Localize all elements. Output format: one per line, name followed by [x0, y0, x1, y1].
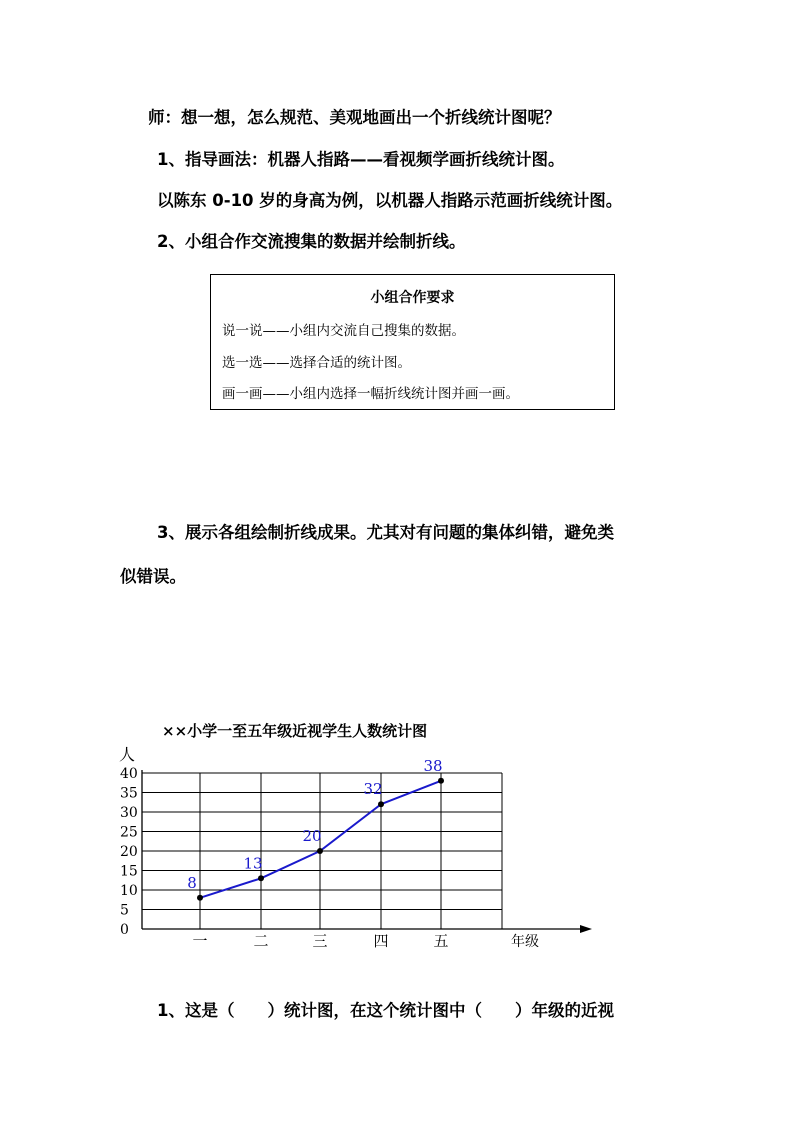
y-tick-label: 10 — [120, 883, 138, 899]
y-tick-label: 35 — [120, 785, 138, 802]
paragraph-step3: 3、展示各组绘制折线成果。尤其对有问题的集体纠错，避免类 — [157, 523, 614, 542]
requirement-choose: 选一选——选择合适的统计图。 — [222, 355, 411, 371]
chart-series — [187, 757, 444, 901]
x-tick-label: 五 — [433, 932, 449, 950]
x-tick-label: 四 — [373, 932, 389, 950]
paragraph-question1: 1、这是（ ）统计图，在这个统计图中（ ）年级的近视 — [157, 1001, 614, 1020]
data-point — [258, 875, 264, 881]
requirement-draw: 画一画——小组内选择一幅折线统计图并画一画。 — [222, 386, 519, 402]
data-label: 20 — [302, 827, 322, 845]
x-axis-label: 年级 — [511, 934, 539, 950]
y-tick-label: 0 — [120, 922, 129, 938]
x-tick-labels — [192, 932, 448, 950]
paragraph-step2: 2、小组合作交流搜集的数据并绘制折线。 — [157, 232, 466, 251]
y-tick-labels — [120, 766, 138, 938]
data-point — [197, 895, 203, 901]
paragraph-step3-cont: 似错误。 — [120, 567, 186, 586]
data-label: 32 — [363, 780, 383, 799]
y-tick-label: 15 — [120, 863, 138, 880]
data-label: 8 — [187, 873, 197, 892]
data-label: 13 — [243, 854, 263, 873]
y-tick-label: 20 — [120, 844, 138, 860]
x-axis-arrow — [580, 925, 592, 933]
paragraph-think: 师：想一想，怎么规范、美观地画出一个折线统计图呢？ — [148, 108, 561, 127]
y-tick-label: 5 — [120, 902, 129, 919]
x-tick-label: 三 — [312, 932, 328, 950]
y-tick-label: 40 — [120, 766, 138, 782]
requirements-title: 小组合作要求 — [370, 290, 455, 306]
paragraph-example: 以陈东 0-10 岁的身高为例，以机器人指路示范画折线统计图。 — [157, 191, 623, 210]
x-tick-label: 二 — [253, 932, 269, 950]
y-tick-label: 25 — [120, 824, 138, 841]
y-tick-label: 30 — [120, 805, 138, 821]
x-tick-label: 一 — [192, 932, 208, 950]
data-point — [438, 778, 444, 784]
chart-title: ××小学一至五年级近视学生人数统计图 — [162, 722, 428, 740]
y-axis-label: 人 — [119, 745, 136, 764]
data-point — [378, 801, 384, 807]
requirement-say: 说一说——小组内交流自己搜集的数据。 — [222, 323, 465, 339]
data-label: 38 — [423, 756, 443, 775]
data-point — [317, 848, 323, 854]
paragraph-step1: 1、指导画法：机器人指路——看视频学画折线统计图。 — [157, 150, 565, 169]
